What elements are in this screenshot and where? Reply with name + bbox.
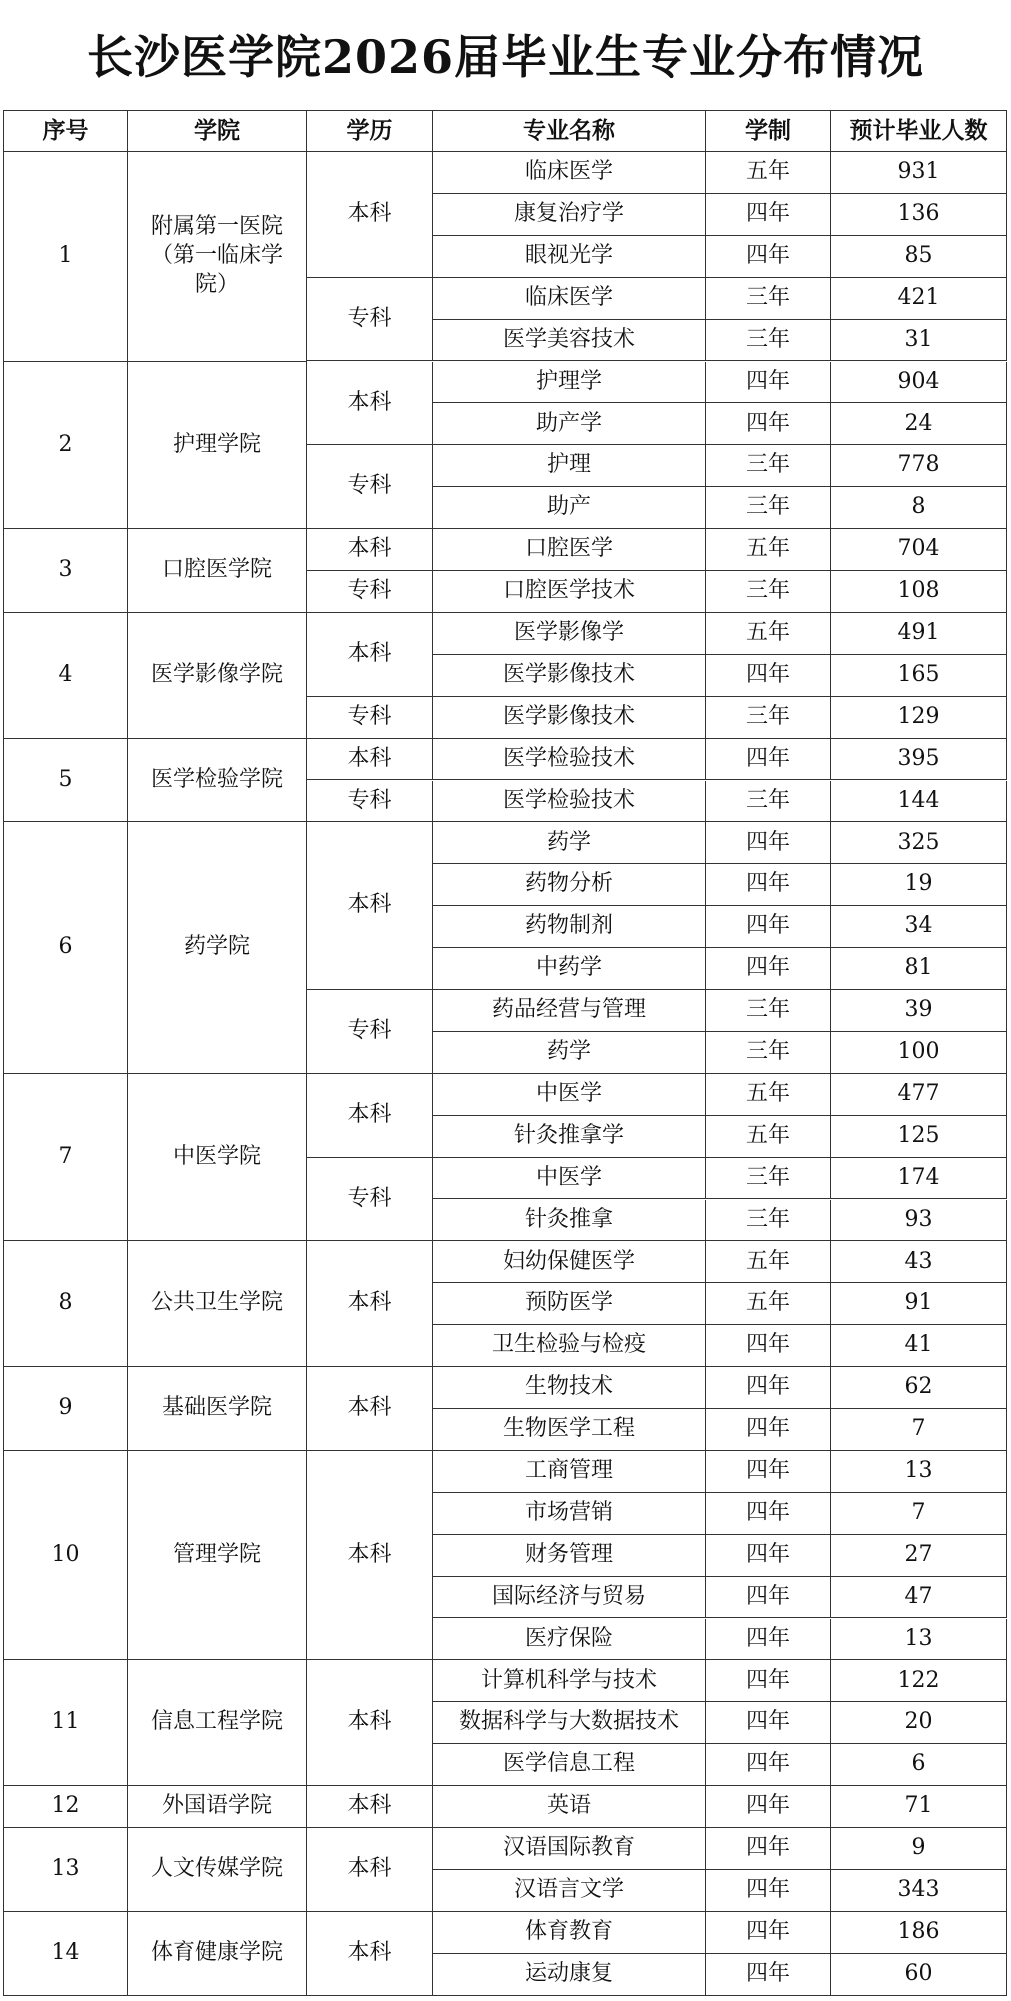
college-number: 12 — [3, 1786, 128, 1828]
major-name: 口腔医学技术 — [433, 571, 706, 613]
graduate-count: 7 — [831, 1493, 1007, 1535]
study-duration: 五年 — [706, 1074, 831, 1116]
major-name: 国际经济与贸易 — [433, 1577, 706, 1619]
study-duration: 三年 — [706, 990, 831, 1032]
graduate-count: 20 — [831, 1702, 1007, 1744]
graduate-count: 8 — [831, 487, 1007, 529]
study-duration: 四年 — [706, 236, 831, 278]
graduate-count: 125 — [831, 1116, 1007, 1158]
graduate-count: 904 — [831, 362, 1007, 404]
study-duration: 四年 — [706, 1912, 831, 1954]
major-name: 数据科学与大数据技术 — [433, 1702, 706, 1744]
college-number: 14 — [3, 1912, 128, 1996]
degree-level: 本科 — [307, 362, 433, 446]
study-duration: 五年 — [706, 152, 831, 194]
study-duration: 三年 — [706, 320, 831, 362]
college-name: 外国语学院 — [128, 1786, 307, 1828]
graduate-count: 13 — [831, 1451, 1007, 1493]
major-name: 医学美容技术 — [433, 320, 706, 362]
page-title: 长沙医学院2026届毕业生专业分布情况 — [86, 30, 925, 84]
college-name: 基础医学院 — [128, 1367, 307, 1451]
college-name: 医学检验学院 — [128, 739, 307, 823]
degree-level: 本科 — [307, 1828, 433, 1912]
graduate-count: 24 — [831, 403, 1007, 445]
graduate-count: 165 — [831, 655, 1007, 697]
graduate-count: 931 — [831, 152, 1007, 194]
college-name: 公共卫生学院 — [128, 1241, 307, 1367]
graduate-count: 395 — [831, 739, 1007, 781]
major-name: 生物技术 — [433, 1367, 706, 1409]
degree-level: 本科 — [307, 1241, 433, 1367]
college-number: 4 — [3, 613, 128, 739]
study-duration: 三年 — [706, 487, 831, 529]
degree-level: 本科 — [307, 1074, 433, 1158]
major-name: 助产学 — [433, 403, 706, 445]
major-name: 临床医学 — [433, 278, 706, 320]
major-name: 运动康复 — [433, 1954, 706, 1996]
major-name: 财务管理 — [433, 1535, 706, 1577]
college-number: 7 — [3, 1074, 128, 1242]
major-name: 医学信息工程 — [433, 1744, 706, 1786]
study-duration: 四年 — [706, 1409, 831, 1451]
study-duration: 四年 — [706, 1535, 831, 1577]
major-name: 预防医学 — [433, 1283, 706, 1325]
study-duration: 三年 — [706, 781, 831, 823]
graduate-count: 421 — [831, 278, 1007, 320]
major-name: 医学检验技术 — [433, 739, 706, 781]
major-name: 计算机科学与技术 — [433, 1660, 706, 1702]
study-duration: 四年 — [706, 1451, 831, 1493]
major-name: 体育教育 — [433, 1912, 706, 1954]
graduate-count: 144 — [831, 781, 1007, 823]
college-name: 中医学院 — [128, 1074, 307, 1242]
study-duration: 四年 — [706, 403, 831, 445]
major-name: 护理学 — [433, 362, 706, 404]
graduate-count: 129 — [831, 697, 1007, 739]
degree-level: 本科 — [307, 529, 433, 571]
major-name: 临床医学 — [433, 152, 706, 194]
study-duration: 四年 — [706, 1660, 831, 1702]
col-head-college: 学院 — [128, 110, 307, 152]
graduate-count: 778 — [831, 445, 1007, 487]
graduate-count: 47 — [831, 1577, 1007, 1619]
degree-level: 本科 — [307, 1912, 433, 1996]
major-name: 医疗保险 — [433, 1619, 706, 1661]
col-head-degree: 学历 — [307, 110, 433, 152]
college-number: 3 — [3, 529, 128, 613]
college-number: 9 — [3, 1367, 128, 1451]
graduate-count: 6 — [831, 1744, 1007, 1786]
degree-level: 专科 — [307, 781, 433, 823]
major-name: 汉语言文学 — [433, 1870, 706, 1912]
study-duration: 三年 — [706, 697, 831, 739]
degree-level: 专科 — [307, 1158, 433, 1242]
study-duration: 四年 — [706, 822, 831, 864]
degree-level: 本科 — [307, 1660, 433, 1786]
graduate-count: 325 — [831, 822, 1007, 864]
study-duration: 五年 — [706, 529, 831, 571]
study-duration: 五年 — [706, 1283, 831, 1325]
college-name: 信息工程学院 — [128, 1660, 307, 1786]
degree-level: 本科 — [307, 1786, 433, 1828]
major-name: 中医学 — [433, 1158, 706, 1200]
major-name: 药物分析 — [433, 864, 706, 906]
graduate-count: 39 — [831, 990, 1007, 1032]
graduate-count: 343 — [831, 1870, 1007, 1912]
graduate-count: 81 — [831, 948, 1007, 990]
graduate-count: 9 — [831, 1828, 1007, 1870]
study-duration: 四年 — [706, 864, 831, 906]
college-name: 护理学院 — [128, 362, 307, 530]
graduate-count: 43 — [831, 1241, 1007, 1283]
degree-level: 专科 — [307, 445, 433, 529]
graduate-count: 108 — [831, 571, 1007, 613]
major-name: 康复治疗学 — [433, 194, 706, 236]
major-name: 汉语国际教育 — [433, 1828, 706, 1870]
study-duration: 四年 — [706, 1325, 831, 1367]
major-name: 生物医学工程 — [433, 1409, 706, 1451]
major-name: 护理 — [433, 445, 706, 487]
study-duration: 四年 — [706, 1577, 831, 1619]
college-name: 体育健康学院 — [128, 1912, 307, 1996]
study-duration: 四年 — [706, 1870, 831, 1912]
major-name: 医学影像技术 — [433, 697, 706, 739]
major-name: 药品经营与管理 — [433, 990, 706, 1032]
degree-level: 专科 — [307, 697, 433, 739]
study-duration: 四年 — [706, 1493, 831, 1535]
study-duration: 三年 — [706, 445, 831, 487]
major-name: 卫生检验与检疫 — [433, 1325, 706, 1367]
study-duration: 三年 — [706, 1158, 831, 1200]
degree-level: 本科 — [307, 1451, 433, 1661]
study-duration: 三年 — [706, 278, 831, 320]
major-name: 口腔医学 — [433, 529, 706, 571]
study-duration: 四年 — [706, 1367, 831, 1409]
graduate-count: 91 — [831, 1283, 1007, 1325]
major-name: 医学影像技术 — [433, 655, 706, 697]
major-name: 中医学 — [433, 1074, 706, 1116]
graduate-count: 491 — [831, 613, 1007, 655]
major-name: 市场营销 — [433, 1493, 706, 1535]
study-duration: 三年 — [706, 1200, 831, 1242]
degree-level: 专科 — [307, 278, 433, 362]
col-head-count: 预计毕业人数 — [831, 110, 1007, 152]
college-name: 人文传媒学院 — [128, 1828, 307, 1912]
study-duration: 五年 — [706, 613, 831, 655]
study-duration: 四年 — [706, 194, 831, 236]
graduate-count: 704 — [831, 529, 1007, 571]
college-number: 6 — [3, 822, 128, 1073]
graduate-count: 60 — [831, 1954, 1007, 1996]
study-duration: 四年 — [706, 1702, 831, 1744]
graduate-count: 34 — [831, 906, 1007, 948]
study-duration: 四年 — [706, 1828, 831, 1870]
college-number: 13 — [3, 1828, 128, 1912]
col-head-no: 序号 — [3, 110, 128, 152]
study-duration: 三年 — [706, 1032, 831, 1074]
study-duration: 三年 — [706, 571, 831, 613]
major-name: 药物制剂 — [433, 906, 706, 948]
study-duration: 四年 — [706, 739, 831, 781]
major-name: 医学检验技术 — [433, 781, 706, 823]
study-duration: 四年 — [706, 906, 831, 948]
degree-level: 本科 — [307, 1367, 433, 1451]
major-name: 针灸推拿 — [433, 1200, 706, 1242]
degree-level: 专科 — [307, 990, 433, 1074]
college-number: 5 — [3, 739, 128, 823]
study-duration: 四年 — [706, 1954, 831, 1996]
major-name: 眼视光学 — [433, 236, 706, 278]
college-number: 8 — [3, 1241, 128, 1367]
degree-level: 本科 — [307, 822, 433, 990]
graduate-count: 31 — [831, 320, 1007, 362]
study-duration: 五年 — [706, 1116, 831, 1158]
graduate-count: 174 — [831, 1158, 1007, 1200]
study-duration: 四年 — [706, 1786, 831, 1828]
study-duration: 四年 — [706, 362, 831, 404]
college-number: 1 — [3, 152, 128, 362]
graduate-count: 62 — [831, 1367, 1007, 1409]
major-name: 英语 — [433, 1786, 706, 1828]
college-number: 2 — [3, 362, 128, 530]
major-name: 工商管理 — [433, 1451, 706, 1493]
college-name: 口腔医学院 — [128, 529, 307, 613]
degree-level: 本科 — [307, 152, 433, 278]
college-name: 医学影像学院 — [128, 613, 307, 739]
major-name: 药学 — [433, 822, 706, 864]
degree-level: 本科 — [307, 739, 433, 781]
graduate-count: 136 — [831, 194, 1007, 236]
major-name: 中药学 — [433, 948, 706, 990]
graduate-count: 13 — [831, 1619, 1007, 1661]
col-head-major: 专业名称 — [433, 110, 706, 152]
major-name: 妇幼保健医学 — [433, 1241, 706, 1283]
major-name: 针灸推拿学 — [433, 1116, 706, 1158]
graduate-count: 477 — [831, 1074, 1007, 1116]
graduate-count: 19 — [831, 864, 1007, 906]
study-duration: 四年 — [706, 1619, 831, 1661]
college-name: 药学院 — [128, 822, 307, 1073]
college-number: 11 — [3, 1660, 128, 1786]
graduate-count: 100 — [831, 1032, 1007, 1074]
degree-level: 专科 — [307, 571, 433, 613]
major-name: 医学影像学 — [433, 613, 706, 655]
study-duration: 四年 — [706, 655, 831, 697]
col-head-duration: 学制 — [706, 110, 831, 152]
graduate-count: 85 — [831, 236, 1007, 278]
college-name: 附属第一医院（第一临床学院） — [128, 152, 307, 362]
college-name: 管理学院 — [128, 1451, 307, 1661]
study-duration: 四年 — [706, 948, 831, 990]
graduate-count: 7 — [831, 1409, 1007, 1451]
graduate-count: 186 — [831, 1912, 1007, 1954]
graduate-count: 71 — [831, 1786, 1007, 1828]
graduate-count: 122 — [831, 1660, 1007, 1702]
study-duration: 五年 — [706, 1241, 831, 1283]
college-number: 10 — [3, 1451, 128, 1661]
graduate-count: 41 — [831, 1325, 1007, 1367]
graduate-count: 93 — [831, 1200, 1007, 1242]
degree-level: 本科 — [307, 613, 433, 697]
major-name: 助产 — [433, 487, 706, 529]
study-duration: 四年 — [706, 1744, 831, 1786]
graduate-count: 27 — [831, 1535, 1007, 1577]
major-name: 药学 — [433, 1032, 706, 1074]
